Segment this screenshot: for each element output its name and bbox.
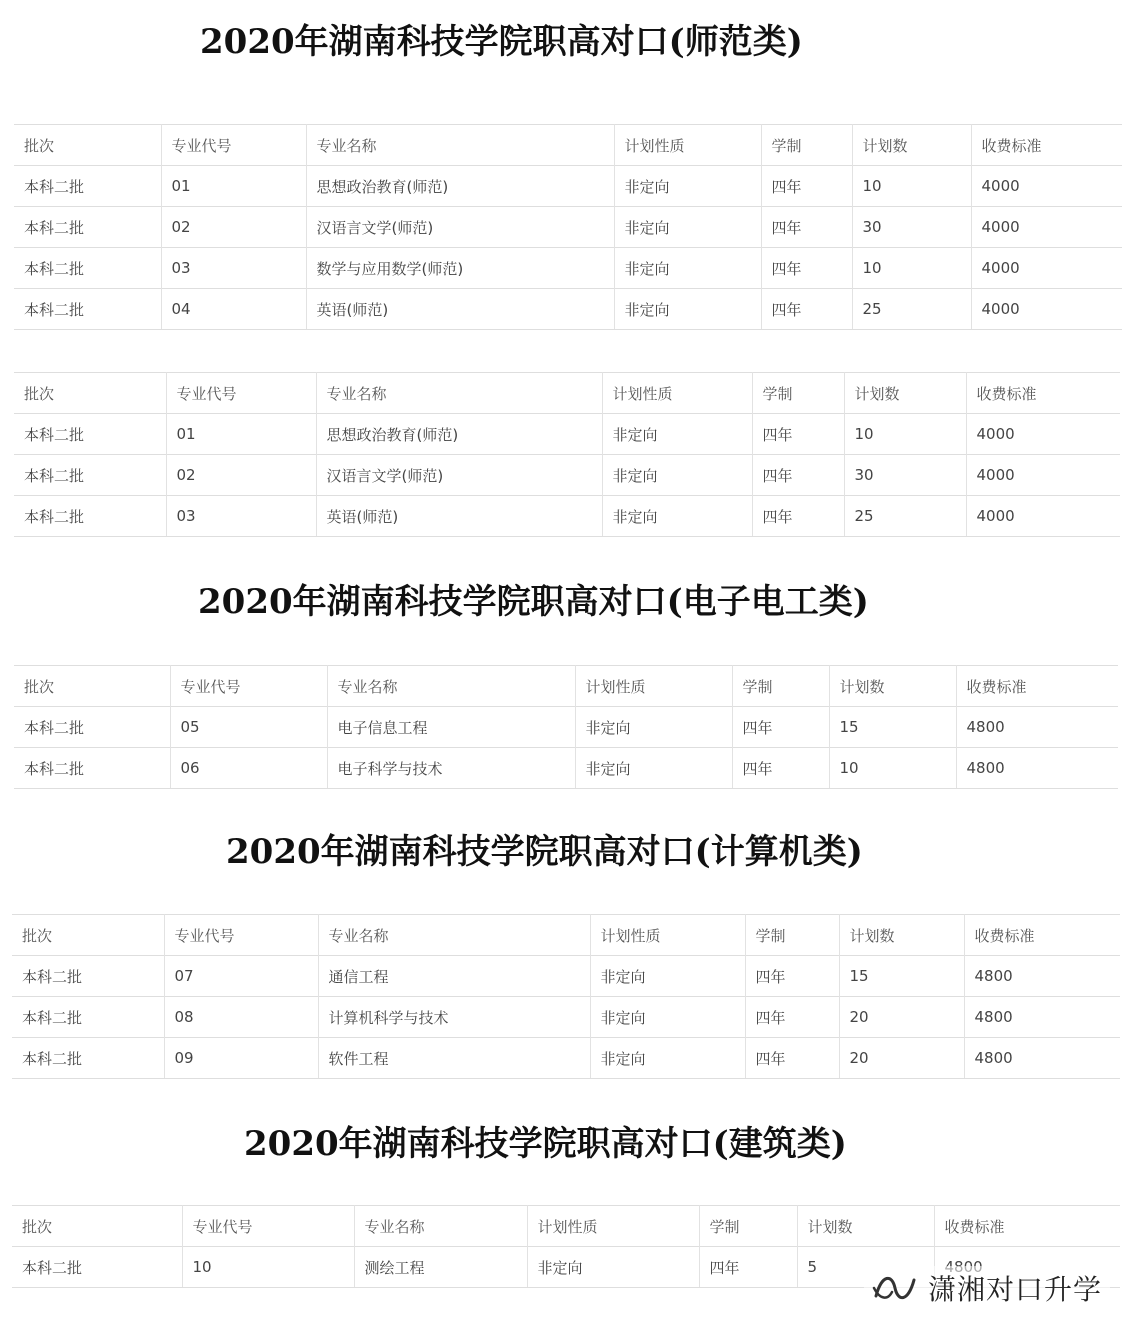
column-header: 专业名称 — [306, 125, 614, 166]
table-header-row — [12, 915, 1120, 956]
table-cell: 非定向 — [614, 166, 761, 207]
table-cell: 四年 — [745, 1038, 839, 1079]
table-cell: 本科二批 — [12, 1038, 164, 1079]
table-cell: 英语(师范) — [316, 496, 602, 537]
table-row — [12, 997, 1120, 1038]
table-cell: 4800 — [956, 748, 1118, 789]
table-cell: 本科二批 — [14, 496, 166, 537]
table-header-row — [14, 373, 1120, 414]
table-header-row — [14, 666, 1118, 707]
table-cell: 四年 — [745, 997, 839, 1038]
column-header: 专业名称 — [354, 1206, 527, 1247]
table-cell: 4000 — [971, 248, 1122, 289]
table-cell: 25 — [844, 496, 966, 537]
table-cell: 四年 — [761, 207, 852, 248]
table-cell: 英语(师范) — [306, 289, 614, 330]
table-cell: 本科二批 — [14, 707, 170, 748]
table-cell: 非定向 — [590, 997, 745, 1038]
table-cell: 10 — [852, 166, 971, 207]
table-cell: 四年 — [752, 414, 844, 455]
table-cell: 汉语言文学(师范) — [316, 455, 602, 496]
table-row — [14, 248, 1122, 289]
column-header: 计划性质 — [575, 666, 732, 707]
table-cell: 03 — [166, 496, 316, 537]
table-cell: 4800 — [964, 997, 1120, 1038]
table-cell: 思想政治教育(师范) — [306, 166, 614, 207]
table-cell: 05 — [170, 707, 327, 748]
table-cell: 电子科学与技术 — [327, 748, 575, 789]
table-cell: 非定向 — [614, 207, 761, 248]
column-header: 学制 — [761, 125, 852, 166]
column-header: 计划数 — [829, 666, 956, 707]
table-cell: 本科二批 — [14, 248, 161, 289]
table-cell: 非定向 — [575, 748, 732, 789]
table-cell: 30 — [852, 207, 971, 248]
table-row — [14, 289, 1122, 330]
column-header: 专业名称 — [318, 915, 590, 956]
column-header: 专业代号 — [170, 666, 327, 707]
table-cell: 本科二批 — [12, 956, 164, 997]
column-header: 学制 — [732, 666, 829, 707]
column-header: 学制 — [752, 373, 844, 414]
table-cell: 4000 — [966, 414, 1120, 455]
table-cell: 25 — [852, 289, 971, 330]
section-title-architecture: 2020年湖南科技学院职高对口(建筑类) — [244, 1124, 847, 1164]
table-cell: 4000 — [971, 207, 1122, 248]
section-title-teacher-education: 2020年湖南科技学院职高对口(师范类) — [200, 22, 803, 62]
table-row — [14, 455, 1120, 496]
column-header: 收费标准 — [956, 666, 1118, 707]
column-header: 专业代号 — [182, 1206, 354, 1247]
table-cell: 本科二批 — [14, 207, 161, 248]
table-row — [14, 414, 1120, 455]
table-cell: 4000 — [971, 166, 1122, 207]
table-cell: 四年 — [745, 956, 839, 997]
table-cell: 本科二批 — [14, 166, 161, 207]
table-cell: 思想政治教育(师范) — [316, 414, 602, 455]
table-cell: 01 — [166, 414, 316, 455]
table-cell: 04 — [161, 289, 306, 330]
table-cell: 计算机科学与技术 — [318, 997, 590, 1038]
table-cell: 非定向 — [590, 1038, 745, 1079]
table-row — [14, 166, 1122, 207]
section-title-electronics: 2020年湖南科技学院职高对口(电子电工类) — [198, 582, 869, 622]
table-cell: 非定向 — [575, 707, 732, 748]
table-cell: 06 — [170, 748, 327, 789]
column-header: 批次 — [12, 1206, 182, 1247]
table-cell: 四年 — [761, 248, 852, 289]
table-cell: 02 — [161, 207, 306, 248]
watermark — [864, 1266, 1110, 1310]
table-cell: 15 — [829, 707, 956, 748]
table-cell: 四年 — [732, 748, 829, 789]
table-cell: 4000 — [966, 455, 1120, 496]
column-header: 学制 — [745, 915, 839, 956]
table-cell: 20 — [839, 1038, 964, 1079]
column-header: 收费标准 — [971, 125, 1122, 166]
column-header: 计划数 — [844, 373, 966, 414]
watermark-text: 潇湘对口升学 — [928, 1273, 1103, 1306]
table-cell: 电子信息工程 — [327, 707, 575, 748]
column-header: 计划数 — [852, 125, 971, 166]
table-cell: 四年 — [761, 166, 852, 207]
table-cell: 4000 — [966, 496, 1120, 537]
column-header: 批次 — [14, 666, 170, 707]
column-header: 收费标准 — [934, 1206, 1120, 1247]
table-cell: 03 — [161, 248, 306, 289]
table-cell: 非定向 — [602, 496, 752, 537]
column-header: 计划性质 — [602, 373, 752, 414]
table-cell: 20 — [839, 997, 964, 1038]
table-row — [14, 496, 1120, 537]
plan-table-computer — [12, 914, 1120, 1079]
table-cell: 非定向 — [614, 289, 761, 330]
table-cell: 4800 — [956, 707, 1118, 748]
table-cell: 四年 — [752, 455, 844, 496]
table-cell: 四年 — [699, 1247, 797, 1288]
table-cell: 本科二批 — [14, 289, 161, 330]
table-cell: 本科二批 — [12, 997, 164, 1038]
table-cell: 四年 — [732, 707, 829, 748]
column-header: 计划性质 — [590, 915, 745, 956]
table-cell: 10 — [182, 1247, 354, 1288]
table-cell: 本科二批 — [14, 414, 166, 455]
column-header: 计划数 — [839, 915, 964, 956]
table-cell: 02 — [166, 455, 316, 496]
table-cell: 汉语言文学(师范) — [306, 207, 614, 248]
column-header: 收费标准 — [964, 915, 1120, 956]
table-cell: 本科二批 — [12, 1247, 182, 1288]
column-header: 专业名称 — [316, 373, 602, 414]
table-cell: 4000 — [971, 289, 1122, 330]
table-cell: 软件工程 — [318, 1038, 590, 1079]
column-header: 专业代号 — [161, 125, 306, 166]
table-cell: 10 — [829, 748, 956, 789]
table-cell: 通信工程 — [318, 956, 590, 997]
table-row — [12, 956, 1120, 997]
table-cell: 07 — [164, 956, 318, 997]
table-cell: 非定向 — [527, 1247, 699, 1288]
table-row — [14, 748, 1118, 789]
table-row — [14, 707, 1118, 748]
table-cell: 4800 — [964, 1038, 1120, 1079]
column-header: 收费标准 — [966, 373, 1120, 414]
table-cell: 10 — [852, 248, 971, 289]
table-cell: 01 — [161, 166, 306, 207]
column-header: 计划性质 — [614, 125, 761, 166]
table-cell: 09 — [164, 1038, 318, 1079]
wechat-channel-icon — [872, 1270, 918, 1306]
table-cell: 15 — [839, 956, 964, 997]
column-header: 计划数 — [797, 1206, 934, 1247]
table-header-row — [12, 1206, 1120, 1247]
table-row — [14, 207, 1122, 248]
table-cell: 非定向 — [614, 248, 761, 289]
table-cell: 数学与应用数学(师范) — [306, 248, 614, 289]
table-cell: 本科二批 — [14, 455, 166, 496]
table-cell: 非定向 — [602, 455, 752, 496]
table-cell: 10 — [844, 414, 966, 455]
column-header: 专业代号 — [164, 915, 318, 956]
plan-table-teacher-education-1 — [14, 124, 1122, 330]
table-cell: 四年 — [752, 496, 844, 537]
table-row — [12, 1038, 1120, 1079]
column-header: 学制 — [699, 1206, 797, 1247]
column-header: 批次 — [14, 125, 161, 166]
table-cell: 08 — [164, 997, 318, 1038]
table-cell: 四年 — [761, 289, 852, 330]
column-header: 批次 — [12, 915, 164, 956]
table-cell: 非定向 — [602, 414, 752, 455]
table-cell: 30 — [844, 455, 966, 496]
table-cell: 4800 — [964, 956, 1120, 997]
column-header: 批次 — [14, 373, 166, 414]
table-header-row — [14, 125, 1122, 166]
table-cell: 5 — [797, 1247, 934, 1288]
table-cell: 本科二批 — [14, 748, 170, 789]
column-header: 计划性质 — [527, 1206, 699, 1247]
column-header: 专业代号 — [166, 373, 316, 414]
plan-table-teacher-education-2 — [14, 372, 1120, 537]
section-title-computer: 2020年湖南科技学院职高对口(计算机类) — [226, 832, 863, 872]
table-cell: 非定向 — [590, 956, 745, 997]
table-cell: 测绘工程 — [354, 1247, 527, 1288]
plan-table-electronics — [14, 665, 1118, 789]
column-header: 专业名称 — [327, 666, 575, 707]
